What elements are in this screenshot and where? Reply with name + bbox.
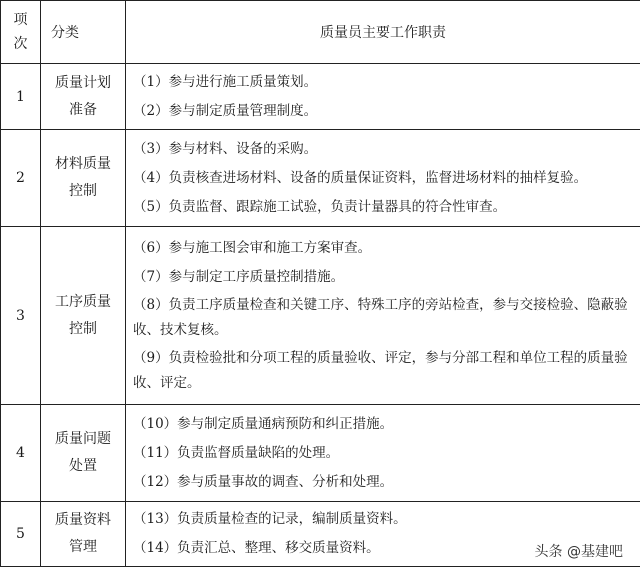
duty-item: （1）参与进行施工质量策划。: [133, 73, 318, 90]
row-category-line2: 控制: [69, 320, 97, 337]
watermark: 头条 @基建吧: [532, 541, 626, 561]
table-row: [1, 64, 640, 130]
row-category: [41, 405, 126, 502]
duty-item: （9）负责检验批和分项工程的质量验收、评定，参与分部工程和单位工程的质量验收、评定。: [133, 349, 628, 391]
header-category: 分类: [41, 1, 126, 64]
header-duties: 质量员主要工作职责: [126, 1, 640, 64]
row-number: 3: [1, 227, 41, 405]
row-duties: [126, 130, 640, 227]
duty-item: （3）参与材料、设备的采购。: [133, 140, 318, 157]
header-item-no: [1, 1, 41, 64]
duty-item: （13）负责质量检查的记录，编制质量资料。: [133, 511, 407, 527]
duty-item: （8）负责工序质量检查和关键工序、特殊工序的旁站检查，参与交接检验、隐蔽验收、技术复核。: [133, 296, 628, 338]
table-row: [1, 405, 640, 502]
row-duties: [126, 227, 640, 405]
header-item-no-line2: 次: [13, 36, 28, 52]
table-row: [1, 130, 640, 227]
table-row: [1, 227, 640, 405]
duty-item: （10）参与制定质量通病预防和纠正措施。: [133, 415, 394, 432]
row-category-line1: 质量问题: [55, 431, 111, 447]
row-number: 2: [1, 130, 41, 227]
row-category: [41, 227, 126, 405]
row-category-line1: 工序质量: [55, 293, 111, 310]
row-category-line2: 管理: [69, 539, 97, 555]
table-header-row: [1, 1, 640, 64]
row-category: [41, 130, 126, 227]
duty-item: （4）负责核查进场材料、设备的质量保证资料，监督进场材料的抽样复验。: [133, 169, 588, 186]
row-category-line1: 质量资料: [55, 512, 111, 528]
header-item-no-line1: 项: [13, 12, 28, 28]
duty-item: （14）负责汇总、整理、移交质量资料。: [133, 540, 380, 556]
row-duties: [126, 405, 640, 502]
row-category-line1: 质量计划: [55, 74, 111, 91]
row-category: [41, 502, 126, 567]
duty-item: （2）参与制定质量管理制度。: [133, 102, 318, 119]
duty-item: （11）负责监督质量缺陷的处理。: [133, 444, 340, 461]
row-category: [41, 64, 126, 130]
row-category-line2: 处置: [69, 458, 97, 474]
row-category-line1: 材料质量: [55, 156, 111, 172]
row-number: 1: [1, 64, 41, 130]
row-number: 4: [1, 405, 41, 502]
row-category-line2: 控制: [69, 183, 97, 199]
duty-item: （5）负责监督、跟踪施工试验，负责计量器具的符合性审查。: [133, 198, 507, 215]
row-duties: [126, 64, 640, 130]
row-number: 5: [1, 502, 41, 567]
duty-item: （6）参与施工图会审和施工方案审查。: [133, 239, 372, 256]
duty-item: （7）参与制定工序质量控制措施。: [133, 268, 345, 285]
row-category-line2: 准备: [69, 101, 97, 118]
duty-item: （12）参与质量事故的调查、分析和处理。: [133, 473, 394, 490]
